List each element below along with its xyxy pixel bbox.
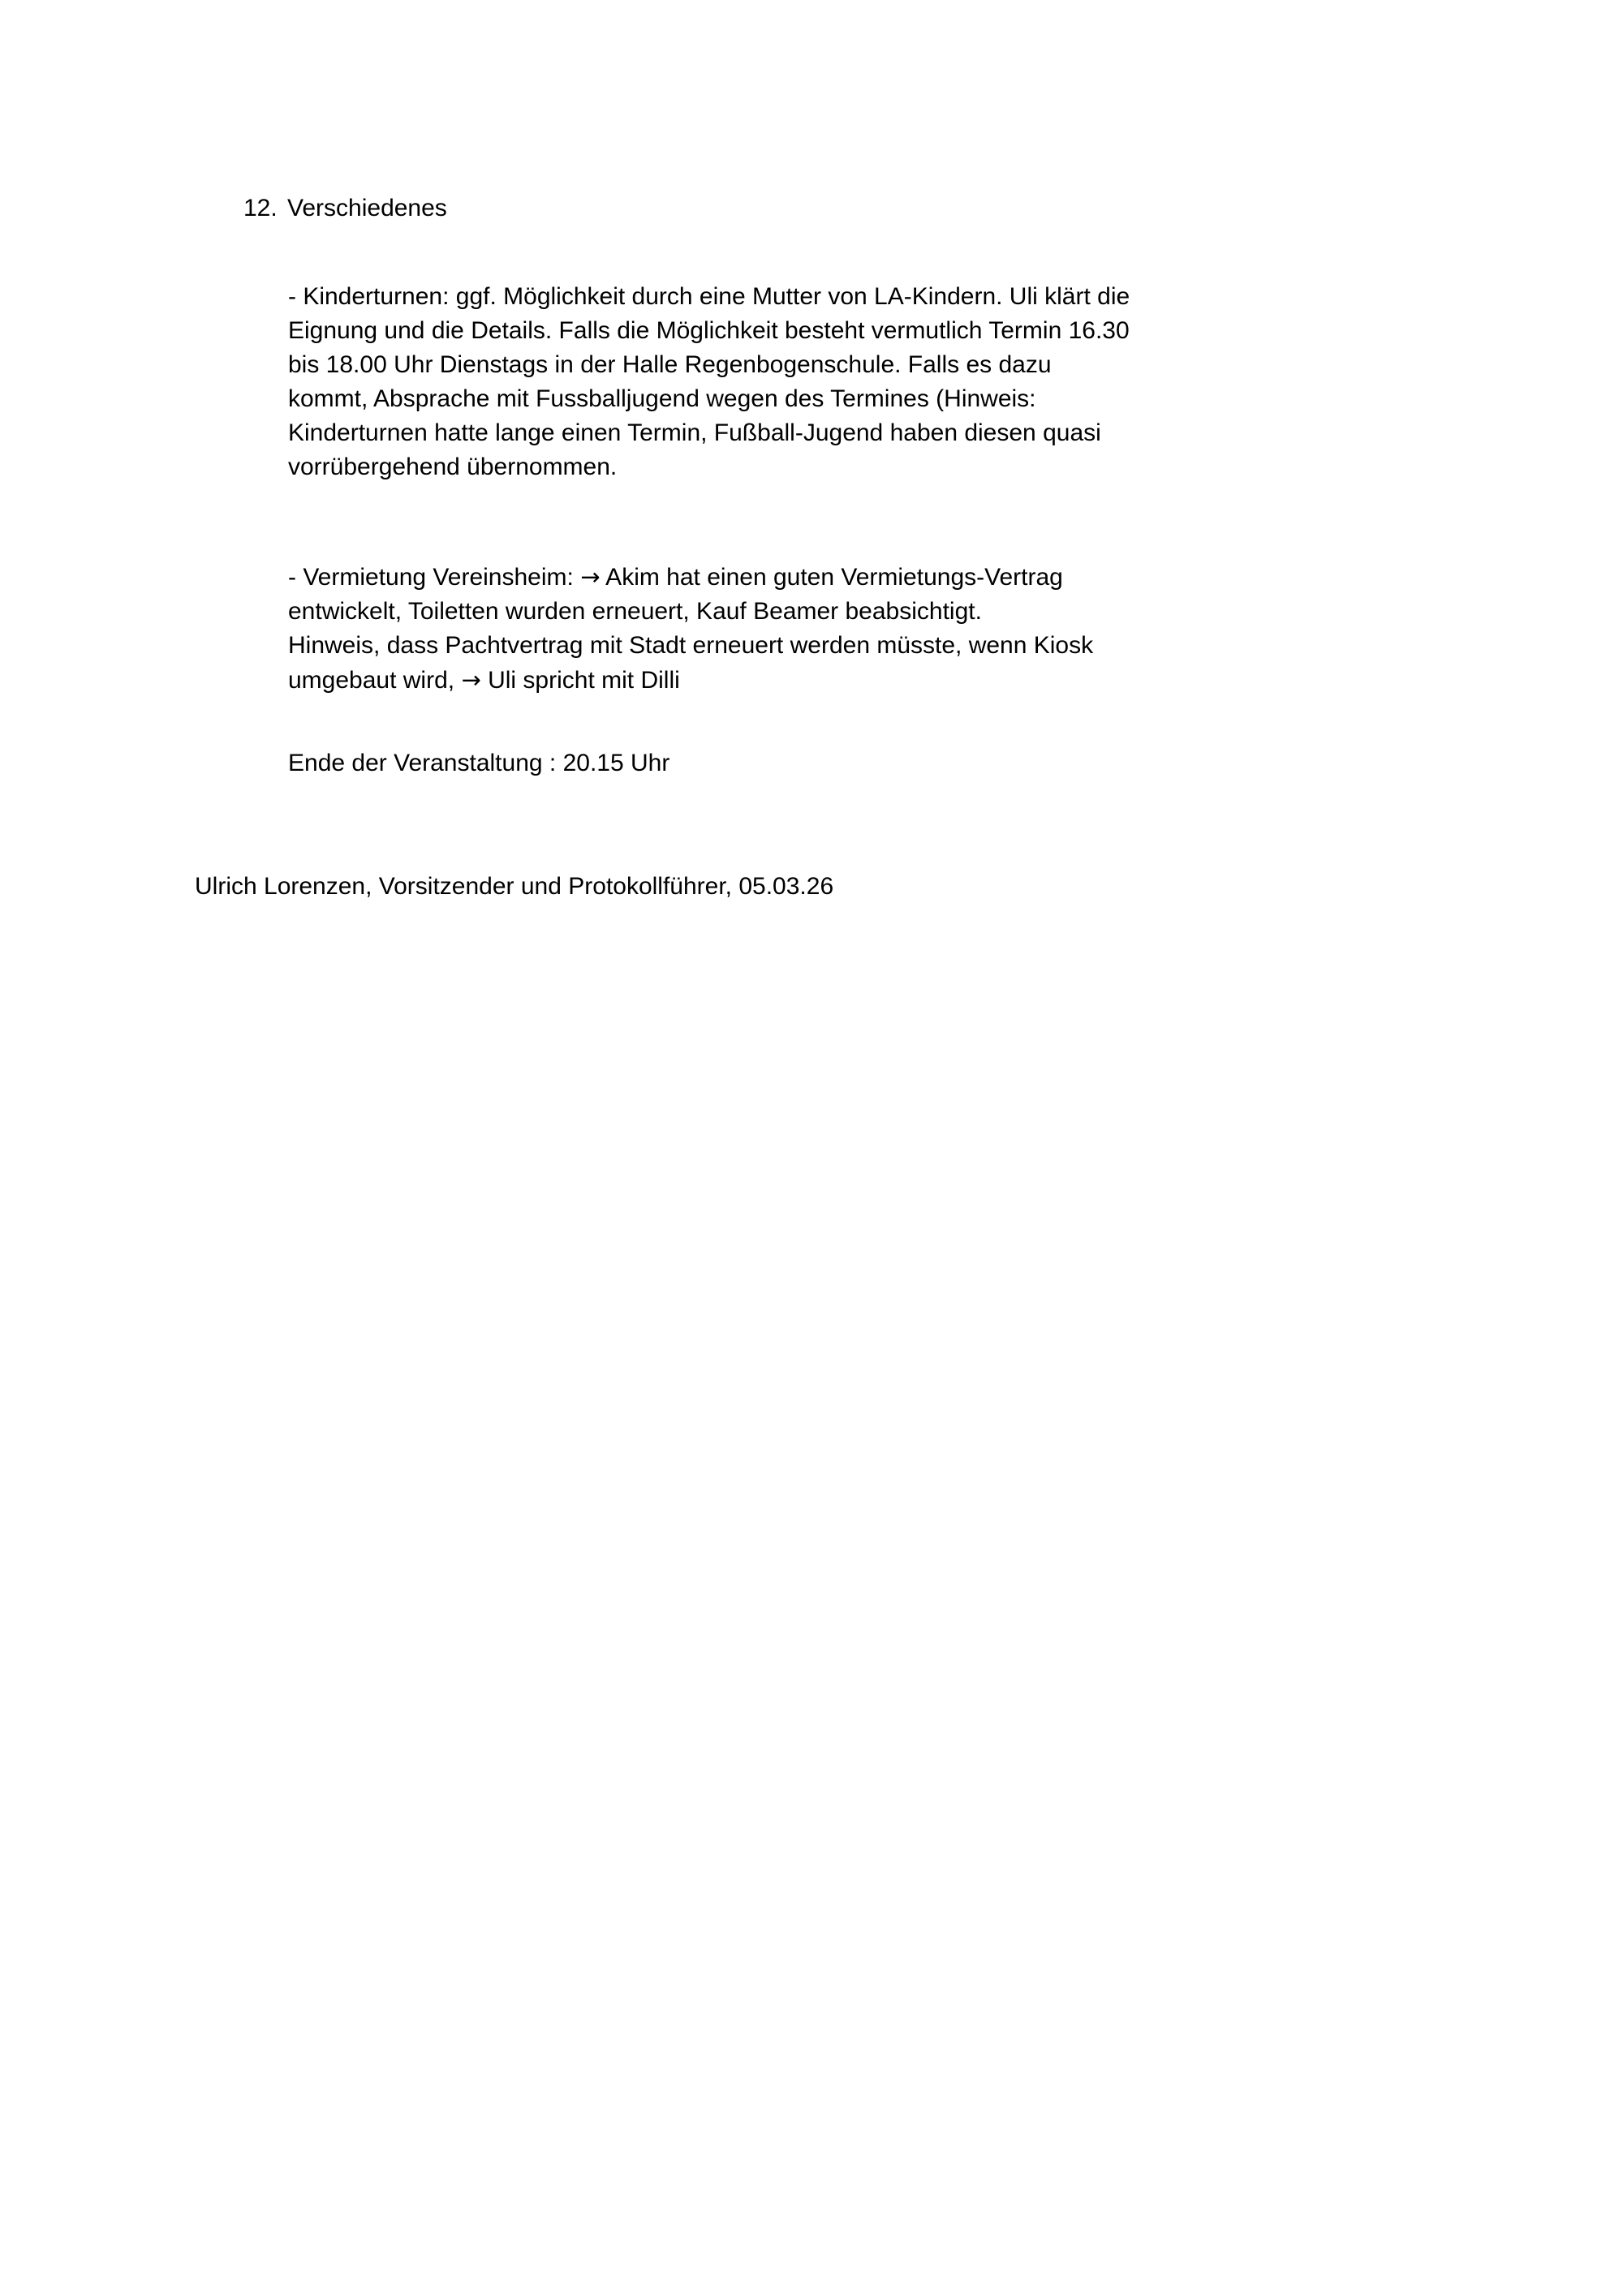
- right-arrow-icon: →: [461, 666, 481, 694]
- paragraph-line: [288, 663, 1440, 698]
- right-arrow-icon: →: [580, 563, 601, 591]
- section-title: Verschiedenes: [287, 195, 447, 221]
- end-of-event-text: Ende der Veranstaltung : 20.15 Uhr: [288, 750, 670, 776]
- paragraph-line: bis 18.00 Uhr Dienstags in der Halle Regenbogenschule. Falls es dazu: [288, 351, 1052, 378]
- paragraph-vermietung-vereinsheim: [288, 560, 1440, 698]
- line-text-segment: Akim hat einen guten Vermietungs-Vertrag: [600, 564, 1063, 591]
- section-heading-12: [243, 191, 447, 226]
- line-text-segment: - Vermietung Vereinsheim:: [288, 564, 581, 591]
- signature-line: Ulrich Lorenzen, Vorsitzender und Protokollführer, 05.03.26: [195, 873, 834, 900]
- paragraph-line: [288, 560, 1440, 595]
- paragraph-line: - Kinderturnen: ggf. Möglichkeit durch eine Mutter von LA-Kindern. Uli klärt die: [288, 283, 1130, 310]
- line-text-segment: Uli spricht mit Dilli: [480, 667, 680, 694]
- paragraph-kinderturnen: [288, 280, 1440, 484]
- paragraph-line: Hinweis, dass Pachtvertrag mit Stadt erneuert werden müsste, wenn Kiosk: [288, 632, 1094, 659]
- section-number: 12.: [243, 195, 278, 221]
- line-text-segment: umgebaut wird,: [288, 667, 462, 694]
- paragraph-line: entwickelt, Toiletten wurden erneuert, Kauf Beamer beabsichtigt.: [288, 598, 982, 625]
- paragraph-end-of-event: [288, 746, 1440, 780]
- paragraph-line: kommt, Absprache mit Fussballjugend wegen des Termines (Hinweis:: [288, 385, 1036, 412]
- paragraph-line: Eignung und die Details. Falls die Möglichkeit besteht vermutlich Termin 16.30: [288, 317, 1130, 344]
- paragraph-line: Kinderturnen hatte lange einen Termin, Fußball-Jugend haben diesen quasi: [288, 419, 1101, 446]
- paragraph-line: vorrübergehend übernommen.: [288, 454, 618, 480]
